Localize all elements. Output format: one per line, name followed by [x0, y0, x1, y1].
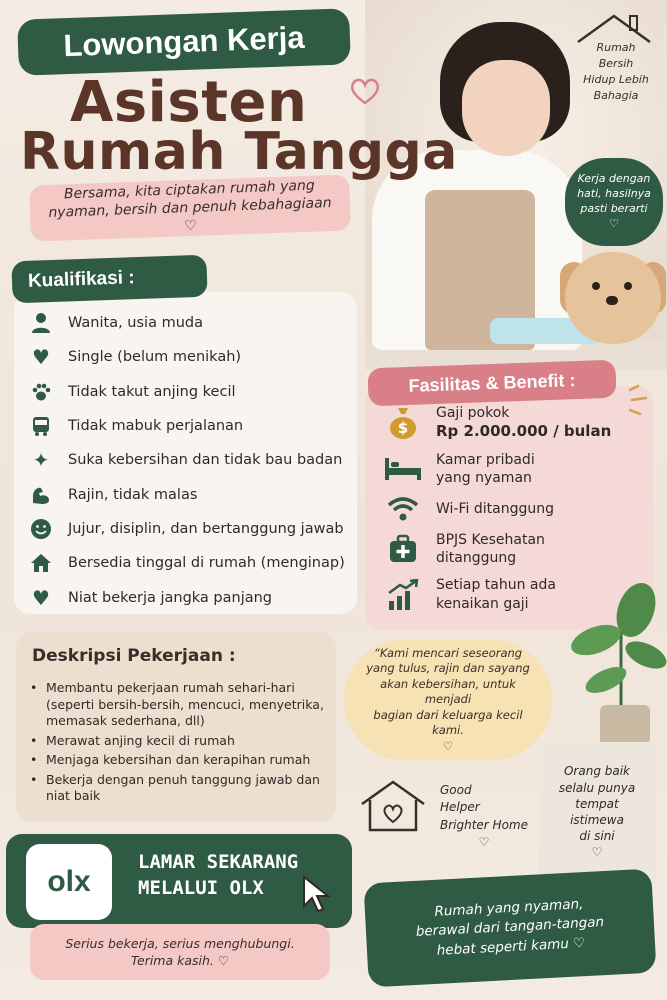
list-item — [28, 375, 353, 409]
heart-icon: ♥ — [32, 345, 50, 370]
motivation-bubble — [363, 869, 656, 988]
subtitle-line1: Bersama, kita ciptakan rumah yang — [63, 177, 315, 203]
good-line: Brighter Home — [440, 817, 528, 832]
closing-note — [30, 924, 330, 980]
house-note — [576, 40, 656, 104]
item-line1: Gaji pokok — [436, 405, 510, 421]
list-item — [380, 531, 648, 567]
dog-eye — [592, 282, 600, 290]
woman-face — [462, 60, 550, 156]
item-line1: Kamar pribadi — [436, 451, 535, 468]
list-item — [28, 546, 353, 580]
wifi-icon — [380, 496, 426, 522]
item-label: Niat bekerja jangka panjang — [68, 589, 272, 606]
apply-line2: MELALUI OLX — [138, 876, 264, 899]
paw-icon — [28, 379, 54, 405]
good-line: ♡ — [478, 835, 490, 850]
item-line2: yang nyaman — [436, 469, 532, 486]
item-label: Tidak mabuk perjalanan — [68, 418, 244, 435]
item-line1: BPJS Kesehatan — [436, 532, 545, 549]
list-item: • Membantu pekerjaan rumah sehari-hari (seperti bersih-bersih, mencuci, menyetrika, memasak sederhana, dll) — [30, 680, 330, 730]
sign-line: istimewa — [570, 813, 624, 827]
bubble-line: Rumah yang nyaman, — [434, 895, 584, 920]
svg-text:$: $ — [397, 418, 409, 437]
sign-line: ♡ — [591, 845, 603, 860]
quote-line: akan kebersihan, untuk menjadi — [380, 676, 516, 707]
bubble-line: hati, hasilnya — [577, 187, 651, 201]
list-item — [28, 477, 353, 511]
list-item — [380, 496, 648, 522]
item-label: Single (belum menikah) — [68, 349, 242, 366]
bed-icon — [380, 456, 426, 482]
closing-line1: Serius bekerja, serius menghubungi. — [65, 935, 295, 951]
plant-icon — [566, 580, 667, 720]
closing-line2: Terima kasih. ♡ — [130, 953, 230, 968]
heart-outline-icon — [348, 76, 382, 106]
apply-line1: LAMAR SEKARANG — [138, 851, 299, 873]
note-line: Bahagia — [593, 88, 639, 102]
cursor-icon — [300, 874, 334, 914]
dog-eye — [624, 282, 632, 290]
title-line1: Asisten — [70, 70, 308, 135]
bubble-line: Kerja dengan — [577, 172, 651, 186]
note-line: Rumah — [596, 41, 636, 54]
fasilitas-heading: Fasilitas & Benefit : — [367, 360, 616, 407]
bubble-line: ♡ — [609, 216, 619, 230]
note-line: Bersih — [598, 56, 634, 70]
item-label: Rajin, tidak malas — [68, 486, 198, 503]
item-line1: Wi-Fi ditanggung — [436, 500, 554, 517]
list-item — [380, 451, 648, 487]
list-item — [28, 306, 353, 340]
olx-logo: olx — [26, 844, 112, 920]
person-icon — [28, 310, 54, 336]
good-line: Good — [440, 783, 472, 797]
sign-line: di sini — [579, 829, 615, 844]
muscle-icon — [28, 482, 54, 508]
deskripsi-list — [30, 680, 330, 808]
bus-icon — [28, 413, 54, 439]
home-icon — [28, 550, 54, 576]
medical-kit-icon — [380, 534, 426, 564]
subtitle — [29, 174, 351, 241]
item-label: Jujur, disiplin, dan bertanggung jawab — [68, 520, 344, 537]
list-item — [28, 443, 353, 477]
chart-up-icon — [380, 579, 426, 611]
quote-line: ♡ — [442, 738, 454, 753]
smile-icon — [28, 516, 54, 542]
bubble-line: pasti berarti — [580, 202, 648, 215]
item-line1: Setiap tahun ada — [436, 577, 556, 594]
good-line: Helper — [440, 800, 480, 815]
list-item: • Merawat anjing kecil di rumah — [30, 733, 330, 750]
apply-label[interactable] — [138, 850, 298, 901]
kualifikasi-heading: Kualifikasi : — [11, 255, 207, 304]
title-line2: Rumah Tangga — [20, 122, 458, 182]
sign-line: selalu punya — [558, 780, 636, 795]
sparkle-icon: ✦ — [32, 448, 50, 473]
dog-nose — [606, 296, 618, 305]
list-item: • Bekerja dengan penuh tanggung jawab dan niat baik — [30, 772, 330, 805]
item-line2: ditanggung — [436, 550, 517, 567]
list-item — [28, 409, 353, 443]
list-item — [380, 404, 648, 442]
house-outline-icon — [572, 10, 656, 44]
item-line2: kenaikan gaji — [436, 595, 529, 612]
quote-bubble — [344, 640, 552, 760]
sign-line: Orang baik — [563, 764, 631, 779]
house-heart-icon — [358, 778, 428, 834]
quote-line: yang tulus, rajin dan sayang — [366, 661, 530, 676]
kerja-bubble — [565, 158, 663, 246]
heart-icon: ♥ — [32, 585, 50, 610]
deskripsi-heading: Deskripsi Pekerjaan : — [32, 646, 236, 666]
good-helper-text — [440, 782, 528, 852]
sign-board — [538, 742, 656, 882]
kualifikasi-list — [28, 306, 353, 615]
sign-line: tempat — [575, 796, 619, 811]
plant-pot — [600, 705, 650, 745]
item-label: Suka kebersihan dan tidak bau badan — [68, 452, 343, 469]
note-line: Hidup Lebih — [583, 72, 649, 86]
quote-line: bagian dari keluarga kecil kami. — [373, 707, 523, 738]
list-item: • Menjaga kebersihan dan kerapihan rumah — [30, 752, 330, 769]
job-badge: Lowongan Kerja — [17, 8, 351, 76]
money-bag-icon — [380, 406, 426, 440]
list-item — [28, 580, 353, 614]
list-item — [28, 512, 353, 546]
item-line2: Rp 2.000.000 / bulan — [436, 422, 612, 441]
bubble-line: hebat seperti kamu ♡ — [436, 934, 586, 959]
bubble-line: berawal dari tangan-tangan — [415, 914, 605, 941]
item-label: Bersedia tinggal di rumah (menginap) — [68, 555, 345, 572]
item-label: Tidak takut anjing kecil — [68, 383, 236, 400]
list-item — [28, 340, 353, 374]
quote-line: “Kami mencari seseorang — [373, 645, 523, 660]
item-label: Wanita, usia muda — [68, 315, 203, 332]
subtitle-line2: nyaman, bersih dan penuh kebahagiaan ♡ — [48, 194, 332, 235]
